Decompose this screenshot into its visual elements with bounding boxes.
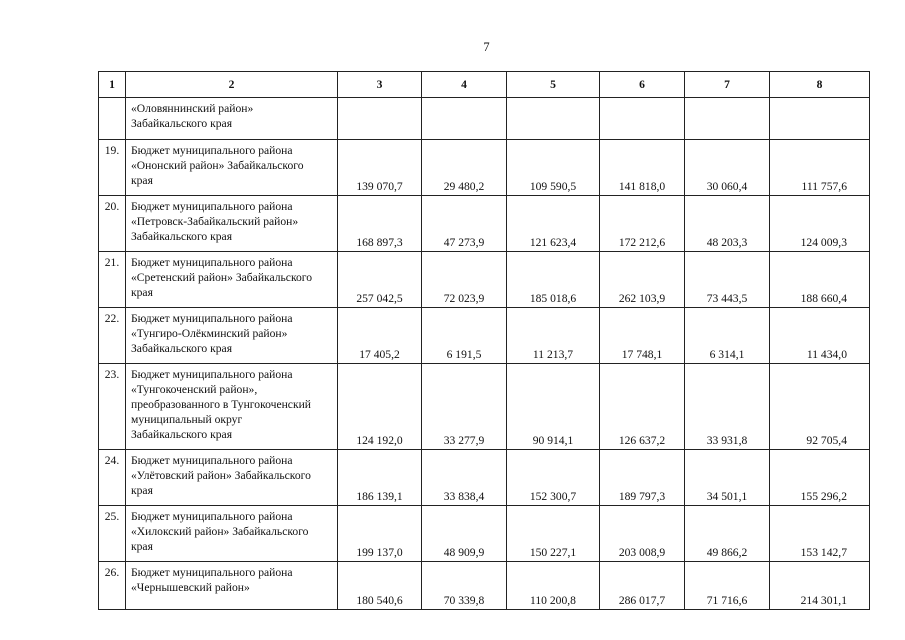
value-cell-col-4: 33 277,9: [422, 364, 507, 450]
budget-name-line: Забайкальского края: [131, 342, 233, 355]
value-cell-col-3: 168 897,3: [338, 196, 422, 252]
column-header: 4: [422, 72, 507, 98]
table-row: [99, 364, 870, 450]
value-cell-col-8: 214 301,1: [770, 562, 870, 610]
table-row: [99, 252, 870, 308]
column-header: 6: [600, 72, 685, 98]
value-cell-col-3: 180 540,6: [338, 562, 422, 610]
column-header: 2: [126, 72, 338, 98]
budget-name-line: края: [131, 484, 153, 497]
value-cell-col-8: 11 434,0: [770, 308, 870, 364]
value-cell-col-6: 141 818,0: [600, 140, 685, 196]
table-row: [99, 308, 870, 364]
budget-name-cell: [126, 364, 338, 450]
value-cell-col-8: 92 705,4: [770, 364, 870, 450]
budget-name-line: Бюджет муниципального района: [131, 368, 293, 381]
budget-name-line: Бюджет муниципального района: [131, 454, 293, 467]
budget-name-line: края: [131, 174, 153, 187]
budget-name-line: Забайкальского края: [131, 428, 233, 441]
value-cell-col-7: 34 501,1: [685, 450, 770, 506]
value-cell-col-3: 186 139,1: [338, 450, 422, 506]
budget-name-line: «Хилокский район» Забайкальского: [131, 525, 309, 538]
table-row: [99, 98, 870, 140]
value-cell-col-6: 172 212,6: [600, 196, 685, 252]
budget-name-line: преобразованного в Тунгокоченский: [131, 398, 311, 411]
value-cell-col-3: 199 137,0: [338, 506, 422, 562]
value-cell-col-8: 153 142,7: [770, 506, 870, 562]
value-cell-col-8: 188 660,4: [770, 252, 870, 308]
budget-name-line: «Улётовский район» Забайкальского: [131, 469, 311, 482]
budget-name-line: Забайкальского края: [131, 117, 233, 130]
budget-name-line: края: [131, 540, 153, 553]
budget-name-cell: [126, 562, 338, 610]
value-cell-col-7: 6 314,1: [685, 308, 770, 364]
budget-name-cell: [126, 506, 338, 562]
budget-name-line: Бюджет муниципального района: [131, 566, 293, 579]
value-cell-col-4: 47 273,9: [422, 196, 507, 252]
value-cell-col-7: [685, 98, 770, 140]
row-number: 21.: [99, 252, 126, 308]
budget-name-line: «Ононский район» Забайкальского: [131, 159, 304, 172]
value-cell-col-3: 124 192,0: [338, 364, 422, 450]
value-cell-col-4: [422, 98, 507, 140]
column-header: 3: [338, 72, 422, 98]
budget-name-line: Бюджет муниципального района: [131, 256, 293, 269]
value-cell-col-4: 29 480,2: [422, 140, 507, 196]
value-cell-col-7: 33 931,8: [685, 364, 770, 450]
value-cell-col-8: 111 757,6: [770, 140, 870, 196]
budget-name-line: «Чернышевский район»: [131, 581, 250, 594]
table-row: [99, 196, 870, 252]
budget-name-line: «Оловяннинский район»: [131, 102, 254, 115]
budget-name-line: Бюджет муниципального района: [131, 144, 293, 157]
budget-name-cell: [126, 308, 338, 364]
value-cell-col-6: 189 797,3: [600, 450, 685, 506]
value-cell-col-4: 6 191,5: [422, 308, 507, 364]
value-cell-col-6: 126 637,2: [600, 364, 685, 450]
value-cell-col-5: 90 914,1: [507, 364, 600, 450]
budget-name-line: Бюджет муниципального района: [131, 200, 293, 213]
table-row: [99, 450, 870, 506]
column-header: 7: [685, 72, 770, 98]
budget-name-line: Бюджет муниципального района: [131, 510, 293, 523]
value-cell-col-4: 33 838,4: [422, 450, 507, 506]
budget-table: [98, 71, 870, 610]
row-number: [99, 98, 126, 140]
budget-name-line: «Тунгиро-Олёкминский район»: [131, 327, 288, 340]
value-cell-col-5: [507, 98, 600, 140]
budget-name-line: края: [131, 286, 153, 299]
value-cell-col-7: 48 203,3: [685, 196, 770, 252]
value-cell-col-5: 185 018,6: [507, 252, 600, 308]
column-header: 1: [99, 72, 126, 98]
table-row: [99, 562, 870, 610]
row-number: 20.: [99, 196, 126, 252]
value-cell-col-7: 30 060,4: [685, 140, 770, 196]
value-cell-col-3: [338, 98, 422, 140]
budget-name-cell: [126, 196, 338, 252]
budget-name-line: муниципальный округ: [131, 413, 243, 426]
value-cell-col-8: [770, 98, 870, 140]
value-cell-col-4: 48 909,9: [422, 506, 507, 562]
budget-name-cell: [126, 252, 338, 308]
value-cell-col-7: 49 866,2: [685, 506, 770, 562]
table-header-row: [99, 72, 870, 98]
budget-name-line: «Тунгокоченский район»,: [131, 383, 258, 396]
value-cell-col-5: 11 213,7: [507, 308, 600, 364]
row-number: 26.: [99, 562, 126, 610]
value-cell-col-8: 155 296,2: [770, 450, 870, 506]
value-cell-col-5: 110 200,8: [507, 562, 600, 610]
value-cell-col-3: 17 405,2: [338, 308, 422, 364]
value-cell-col-3: 139 070,7: [338, 140, 422, 196]
budget-name-cell: [126, 98, 338, 140]
budget-name-line: Забайкальского края: [131, 230, 233, 243]
value-cell-col-4: 72 023,9: [422, 252, 507, 308]
row-number: 19.: [99, 140, 126, 196]
column-header: 8: [770, 72, 870, 98]
row-number: 22.: [99, 308, 126, 364]
value-cell-col-7: 73 443,5: [685, 252, 770, 308]
page-number: 7: [483, 40, 490, 54]
value-cell-col-3: 257 042,5: [338, 252, 422, 308]
budget-name-line: «Сретенский район» Забайкальского: [131, 271, 313, 284]
budget-name-cell: [126, 140, 338, 196]
value-cell-col-4: 70 339,8: [422, 562, 507, 610]
budget-name-cell: [126, 450, 338, 506]
value-cell-col-5: 152 300,7: [507, 450, 600, 506]
budget-name-line: Бюджет муниципального района: [131, 312, 293, 325]
row-number: 24.: [99, 450, 126, 506]
value-cell-col-6: [600, 98, 685, 140]
value-cell-col-5: 150 227,1: [507, 506, 600, 562]
value-cell-col-6: 286 017,7: [600, 562, 685, 610]
column-header: 5: [507, 72, 600, 98]
value-cell-col-6: 203 008,9: [600, 506, 685, 562]
value-cell-col-6: 17 748,1: [600, 308, 685, 364]
value-cell-col-5: 121 623,4: [507, 196, 600, 252]
budget-name-line: «Петровск-Забайкальский район»: [131, 215, 299, 228]
table-row: [99, 140, 870, 196]
value-cell-col-5: 109 590,5: [507, 140, 600, 196]
value-cell-col-6: 262 103,9: [600, 252, 685, 308]
row-number: 23.: [99, 364, 126, 450]
value-cell-col-7: 71 716,6: [685, 562, 770, 610]
value-cell-col-8: 124 009,3: [770, 196, 870, 252]
row-number: 25.: [99, 506, 126, 562]
table-row: [99, 506, 870, 562]
